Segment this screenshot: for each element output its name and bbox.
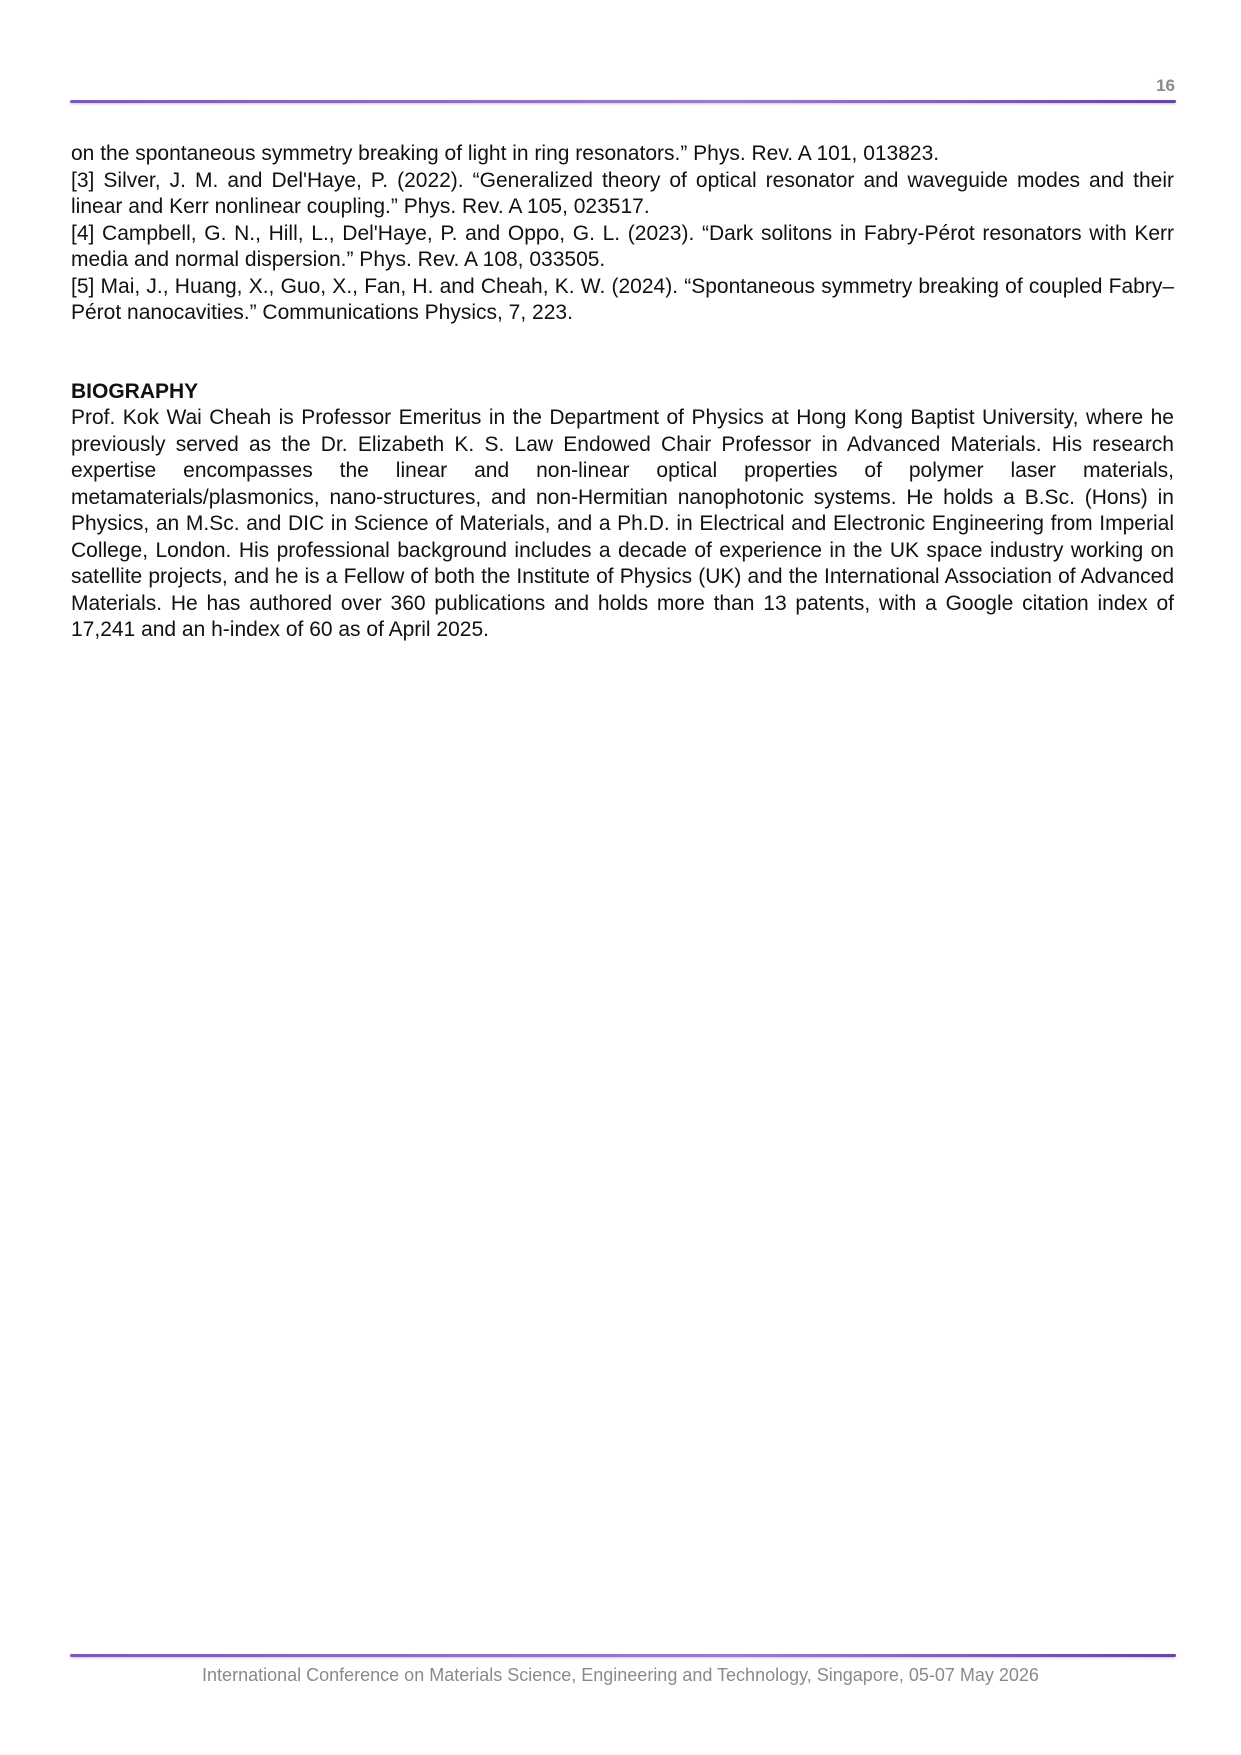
biography-text: Prof. Kok Wai Cheah is Professor Emeritus in the Department of Physics at Hong Kong Baptist University, where he previously served as the Dr. Elizabeth K. S. Law Endowed Chair Professor in Advanced Materials. His research expertise encompasses the linear and non-linear optical properties of polymer laser materials, metamaterials/plasmonics, nano-structures, and non-Hermitian nanophotonic systems. He holds a B.Sc. (Hons) in Physics, an M.Sc. and DIC in Science of Materials, and a Ph.D. in Electrical and Electronic Engineering from Imperial College, London. His professional background includes a decade of experience in the UK space industry working on satellite projects, and he is a Fellow of both the Institute of Physics (UK) and the International Association of Advanced Materials. He has authored over 360 publications and holds more than 13 patents, with a Google citation index of 17,241 and an h-index of 60 as of April 2025. [71, 406, 1174, 641]
reference-item-5: [5] Mai, J., Huang, X., Guo, X., Fan, H. and Cheah, K. W. (2024). “Spontaneous symmetry breaking of coupled Fabry–Pérot nanocavities.” Communications Physics, 7, 223. [71, 274, 1174, 324]
page-number: 16 [1156, 76, 1175, 95]
footer-divider [70, 1654, 1176, 1657]
biography-heading: BIOGRAPHY [71, 379, 199, 403]
footer-conference-text: International Conference on Materials Science, Engineering and Technology, Singapore, 05-07 May 2026 [202, 1665, 1039, 1685]
page-body [71, 141, 1174, 644]
header-divider [70, 100, 1176, 103]
reference-item-4: [4] Campbell, G. N., Hill, L., Del'Haye, P. and Oppo, G. L. (2023). “Dark solitons in Fabry-Pérot resonators with Kerr media and normal dispersion.” Phys. Rev. A 108, 033505. [71, 221, 1174, 271]
reference-continuation: on the spontaneous symmetry breaking of light in ring resonators.” Phys. Rev. A 101, 013823. [71, 142, 940, 165]
reference-item-3: [3] Silver, J. M. and Del'Haye, P. (2022). “Generalized theory of optical resonator and waveguide modes and their linear and Kerr nonlinear coupling.” Phys. Rev. A 105, 023517. [71, 168, 1174, 218]
